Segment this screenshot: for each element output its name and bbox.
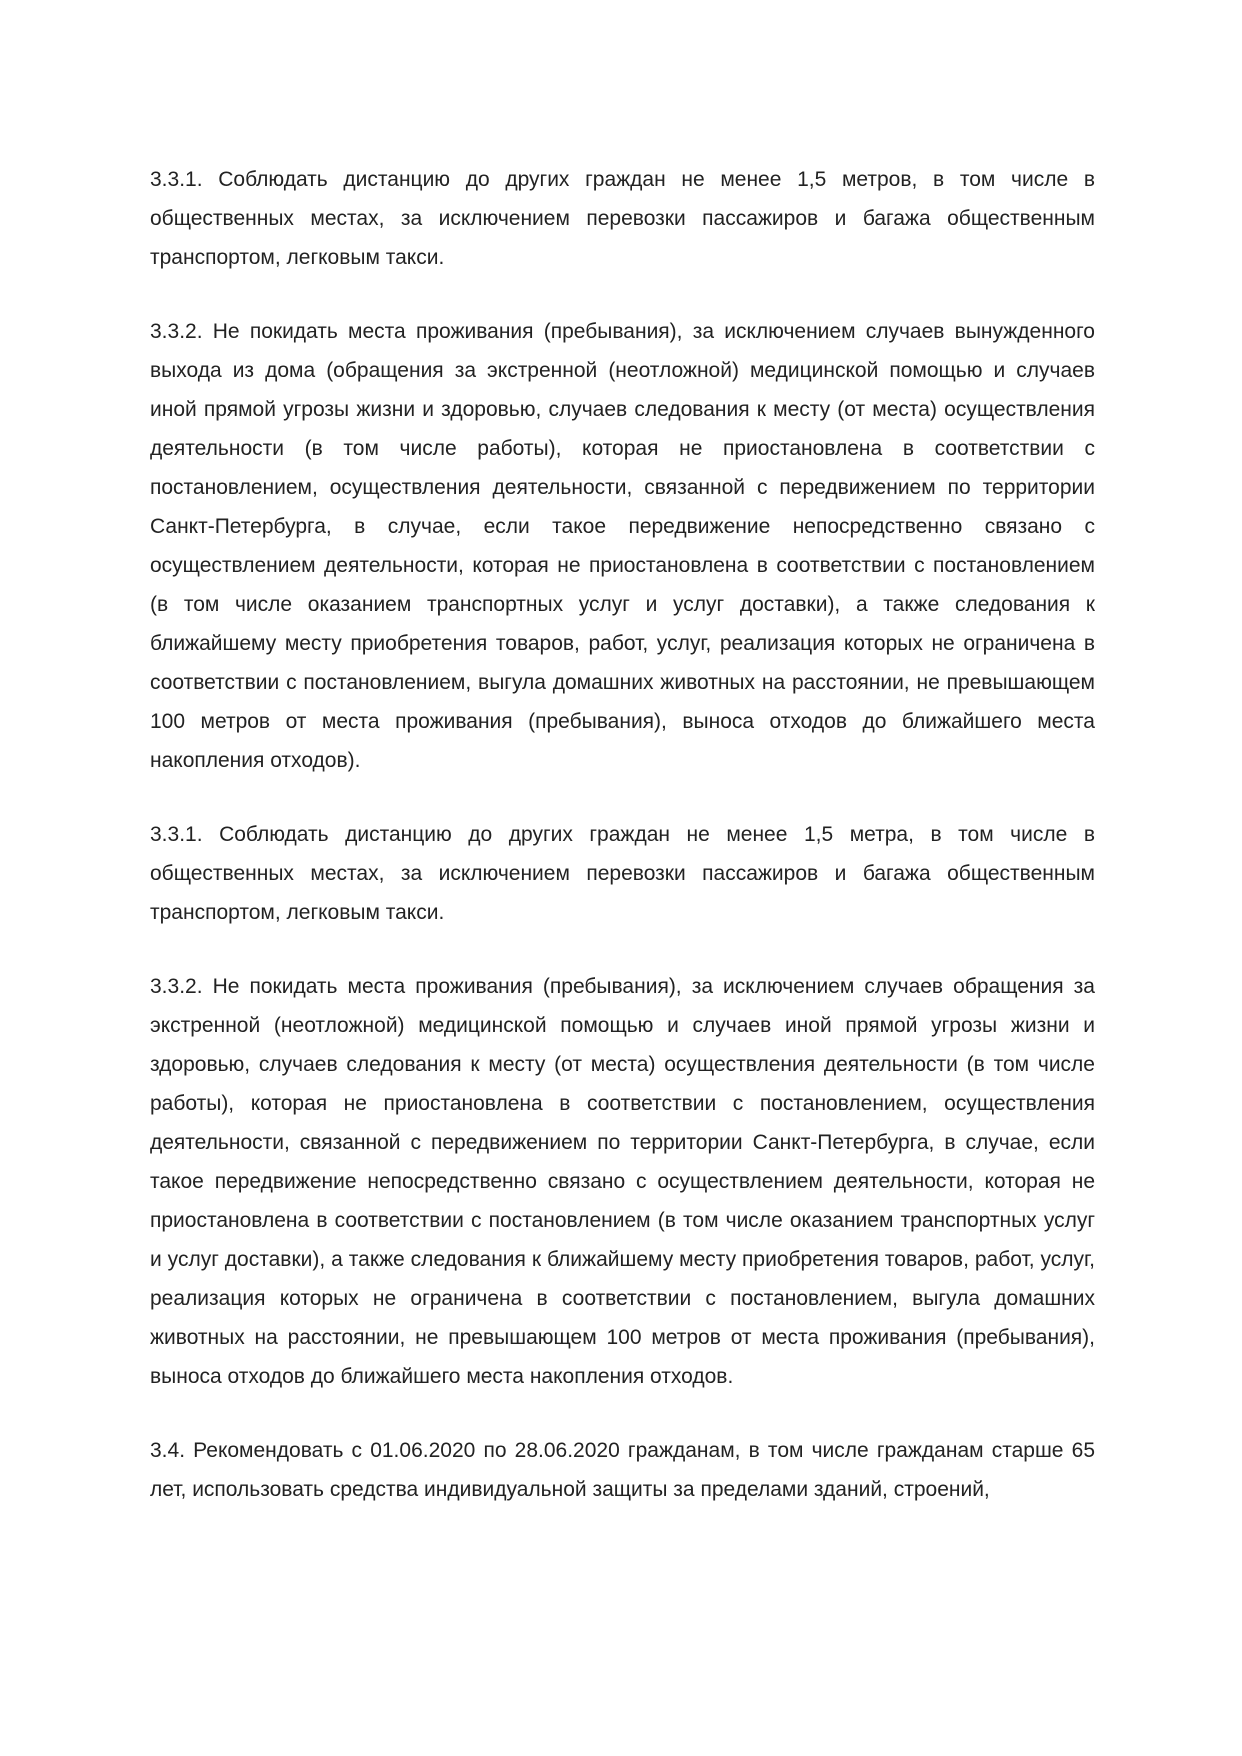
paragraph-3-3-2-original: 3.3.2. Не покидать места проживания (пребывания), за исключением случаев вынужденного выхода из дома (обращения за экстренной (неотложной) медицинской помощью и случаев иной прямой угрозы жизни и здоровью, случаев следования к месту (от места) осуществления деятельности (в том числе работы), которая не приостановлена в соответствии с постановлением, осуществления деятельности, связанной с передвижением по территории Санкт-Петербурга, в случае, если такое передвижение непосредственно связано с осуществлением деятельности, которая не приостановлена в соответствии с постановлением (в том числе оказанием транспортных услуг и услуг доставки), а также следования к ближайшему месту приобретения товаров, работ, услуг, реализация которых не ограничена в соответствии с постановлением, выгула домашних животных на расстоянии, не превышающем 100 метров от места проживания (пребывания), выноса отходов до ближайшего места накопления отходов). bbox=[150, 320, 1095, 772]
paragraph-3-3-2-amended: 3.3.2. Не покидать места проживания (пребывания), за исключением случаев обращения за экстренной (неотложной) медицинской помощью и случаев иной прямой угрозы жизни и здоровью, случаев следования к месту (от места) осуществления деятельности (в том числе работы), которая не приостановлена в соответствии с постановлением, осуществления деятельности, связанной с передвижением по территории Санкт-Петербурга, в случае, если такое передвижение непосредственно связано с осуществлением деятельности, которая не приостановлена в соответствии с постановлением (в том числе оказанием транспортных услуг и услуг доставки), а также следования к ближайшему месту приобретения товаров, работ, услуг, реализация которых не ограничена в соответствии с постановлением, выгула домашних животных на расстоянии, не превышающем 100 метров от места проживания (пребывания), выноса отходов до ближайшего места накопления отходов. bbox=[150, 975, 1095, 1388]
paragraph-3-3-1-original: 3.3.1. Соблюдать дистанцию до других граждан не менее 1,5 метров, в том числе в общественных местах, за исключением перевозки пассажиров и багажа общественным транспортом, легковым такси. bbox=[150, 168, 1095, 269]
paragraph-3-3-1-amended: 3.3.1. Соблюдать дистанцию до других граждан не менее 1,5 метра, в том числе в общественных местах, за исключением перевозки пассажиров и багажа общественным транспортом, легковым такси. bbox=[150, 823, 1095, 924]
document-page bbox=[150, 160, 1095, 1509]
paragraph-3-4: 3.4. Рекомендовать с 01.06.2020 по 28.06.2020 гражданам, в том числе гражданам старше 65 лет, использовать средства индивидуальной защиты за пределами зданий, строений, bbox=[150, 1439, 1095, 1501]
